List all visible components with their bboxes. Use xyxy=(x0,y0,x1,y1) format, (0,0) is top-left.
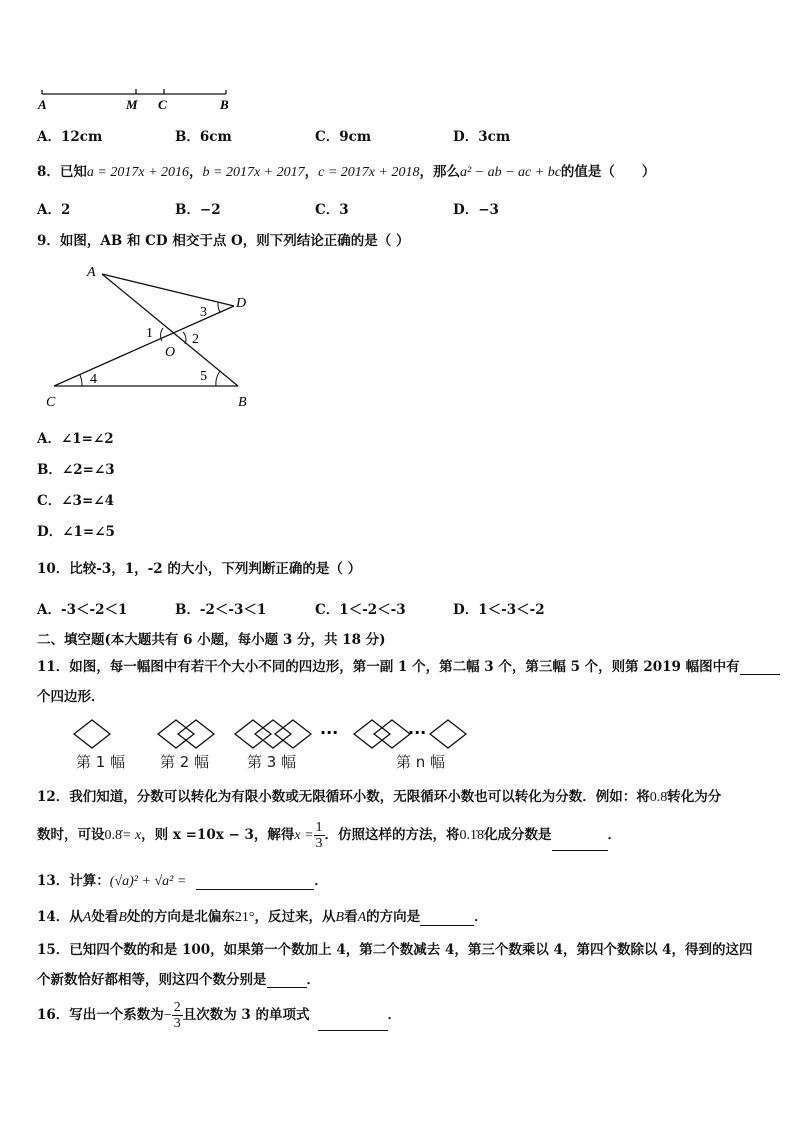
q14-point-b-2: B xyxy=(335,910,345,925)
q10-option-a: A．-3＜-2＜1 xyxy=(37,602,128,618)
q11-line-1 xyxy=(37,655,780,675)
q12-eq-x: = x xyxy=(122,828,142,843)
q12-text-2b: ，则 x =10x − 3，解得 xyxy=(141,827,295,843)
q16-suffix: ． xyxy=(387,1007,401,1023)
q13-suffix: ． xyxy=(314,873,328,889)
ellipsis-2: ··· xyxy=(408,723,427,742)
q7-option-b: B．6cm xyxy=(175,129,232,145)
q8-option-c: C．3 xyxy=(315,202,349,218)
point-m-label: M xyxy=(126,97,138,112)
q9-option-d: D．∠1=∠5 xyxy=(37,524,115,540)
q12-fraction xyxy=(314,820,325,851)
q10-option-b: B．-2＜-3＜1 xyxy=(175,602,267,618)
q7-option-d: D．3cm xyxy=(453,129,511,145)
q14-angle: 21° xyxy=(234,910,255,925)
q16-line xyxy=(37,1000,401,1031)
q8-option-d: D．−3 xyxy=(453,202,499,218)
intersecting-lines-figure xyxy=(40,262,270,412)
q12-text-2a: 数时，可设 xyxy=(37,827,105,843)
q12-text-1-end: 转化为分 xyxy=(667,789,722,805)
q16-mid: 且次数为 3 的单项式 xyxy=(182,1007,310,1023)
q8-option-b: B．−2 xyxy=(175,202,221,218)
angle-4-label: 4 xyxy=(90,372,97,387)
q8-mid: ，那么 xyxy=(419,164,460,180)
fig-label-a: A xyxy=(87,265,96,280)
q14-text-a: 14．从 xyxy=(37,909,83,925)
q11-line-2: 个四边形． xyxy=(37,689,105,705)
q14-point-a: A xyxy=(82,910,92,925)
ellipsis-1: ··· xyxy=(320,723,339,742)
q12-x-eq: x = xyxy=(294,828,314,843)
q15-answer-blank[interactable] xyxy=(267,974,307,988)
point-a-label: A xyxy=(38,97,47,112)
segment-figure xyxy=(36,86,236,114)
q12-fraction-num: 1 xyxy=(315,820,323,835)
q13-prefix: 13．计算： xyxy=(37,873,110,889)
q9-option-a: A．∠1=∠2 xyxy=(37,431,114,447)
q14-text-b: 处看 xyxy=(91,909,119,925)
point-b-label: B xyxy=(220,97,229,112)
q16-minus-sign: − xyxy=(163,1008,172,1023)
q13-line xyxy=(37,869,328,890)
q16-fraction-num: 2 xyxy=(173,1000,181,1015)
fig-label-d: D xyxy=(236,296,247,311)
q15-line-1: 15．已知四个数的和是 100，如果第一个数加上 4，第二个数减去 4，第三个数乘以 4，第四个数除以 4，得到的这四 xyxy=(37,942,753,958)
q15-suffix: ． xyxy=(306,972,320,988)
q9-option-b: B．∠2=∠3 xyxy=(37,462,115,478)
figure-1-caption: 第 1 幅 xyxy=(76,753,126,771)
q8-sep-1: ， xyxy=(189,164,203,180)
q8-a-expr: a = 2017x + 2016 xyxy=(86,165,190,180)
q11-text-1: 11．如图，每一幅图中有若干个大小不同的四边形，第一副 1 个，第二幅 3 个，第三幅 5 个，则第 2019 幅图中有 xyxy=(37,659,740,675)
q14-text-e: 看 xyxy=(344,909,358,925)
fig-label-b: B xyxy=(238,395,247,410)
q12-text-1: 12．我们知道，分数可以转化为有限小数或无限循环小数，无限循环小数也可以转化为分数．例如：将 xyxy=(37,789,650,805)
q12-repeating-decimal-3: 0.1̇8̇ xyxy=(459,828,485,843)
q8-option-a: A．2 xyxy=(37,202,71,218)
q16-prefix: 16．写出一个系数为 xyxy=(37,1007,164,1023)
q13-answer-blank[interactable] xyxy=(196,876,314,890)
q8-c-expr: c = 2017x + 2018 xyxy=(318,165,420,180)
q8-suffix: 的值是（ ） xyxy=(560,164,656,180)
q8-prefix: 8．已知 xyxy=(37,164,87,180)
q8-expression: a² − ab − ac + bc xyxy=(459,165,561,180)
q16-fraction xyxy=(172,1000,183,1031)
q8-stem xyxy=(37,160,655,181)
q10-option-c: C．1＜-2＜-3 xyxy=(315,602,406,618)
fig-label-c: C xyxy=(46,395,56,410)
q14-text-c: 处的方向是北偏东 xyxy=(126,909,235,925)
q12-answer-blank[interactable] xyxy=(552,837,608,851)
quadrilateral-pattern-figure xyxy=(70,712,480,774)
q7-option-c: C．9cm xyxy=(315,129,372,145)
figure-n-caption: 第 n 幅 xyxy=(396,753,446,771)
q9-stem: 9．如图，AB 和 CD 相交于点 O，则下列结论正确的是（ ） xyxy=(37,233,410,249)
q16-answer-blank[interactable] xyxy=(318,1017,388,1031)
q11-answer-blank[interactable] xyxy=(740,661,780,675)
q14-answer-blank[interactable] xyxy=(420,912,474,926)
angle-1-label: 1 xyxy=(146,326,153,341)
angle-3-label: 3 xyxy=(200,305,207,320)
angle-5-label: 5 xyxy=(200,369,207,384)
q14-suffix: ． xyxy=(474,909,488,925)
point-c-label: C xyxy=(158,97,167,112)
q8-b-expr: b = 2017x + 2017 xyxy=(202,165,305,180)
q12-text-2d: 化成分数是 xyxy=(484,827,552,843)
q12-line-1 xyxy=(37,785,721,806)
point-o-label: O xyxy=(165,345,176,360)
q10-option-d: D．1＜-3＜-2 xyxy=(453,602,545,618)
q12-repeating-decimal-2: 0.8̇ xyxy=(104,828,122,843)
q14-line xyxy=(37,905,488,926)
q9-option-c: C．∠3=∠4 xyxy=(37,493,114,509)
q12-repeating-decimal-1: 0.8̇ xyxy=(649,790,668,805)
q14-text-d: ，反过来，从 xyxy=(254,909,336,925)
q14-text-f: 的方向是 xyxy=(366,909,421,925)
q15-line-2 xyxy=(37,968,320,988)
q16-fraction-den: 3 xyxy=(173,1016,181,1031)
q12-line-2: 数时，可设0.8̇= x，则 x =10x − 3，解得x = $\frac{1}{3}$ ．仿照这样的方法，将0.1̇8̇化成分数是 ． xyxy=(37,820,622,851)
angle-2-label: 2 xyxy=(192,332,199,347)
q14-point-a-2: A xyxy=(357,910,367,925)
q7-option-a: A．12cm xyxy=(37,129,103,145)
figure-3-caption: 第 3 幅 xyxy=(247,753,297,771)
q12-text-2c: ．仿照这样的方法，将 xyxy=(324,827,460,843)
q8-sep-2: ， xyxy=(304,164,319,180)
q13-expression: (√a)² + √a² = xyxy=(109,874,187,889)
q14-point-b: B xyxy=(118,910,127,925)
q15-text-2: 个新数恰好都相等，则这四个数分别是 xyxy=(37,972,267,988)
q10-stem: 10．比较-3，1，-2 的大小，下列判断正确的是（ ） xyxy=(37,561,362,577)
q12-fraction-den: 3 xyxy=(315,836,323,851)
section-heading: 二、填空题(本大题共有 6 小题，每小题 3 分，共 18 分) xyxy=(37,632,386,648)
figure-2-caption: 第 2 幅 xyxy=(160,753,210,771)
